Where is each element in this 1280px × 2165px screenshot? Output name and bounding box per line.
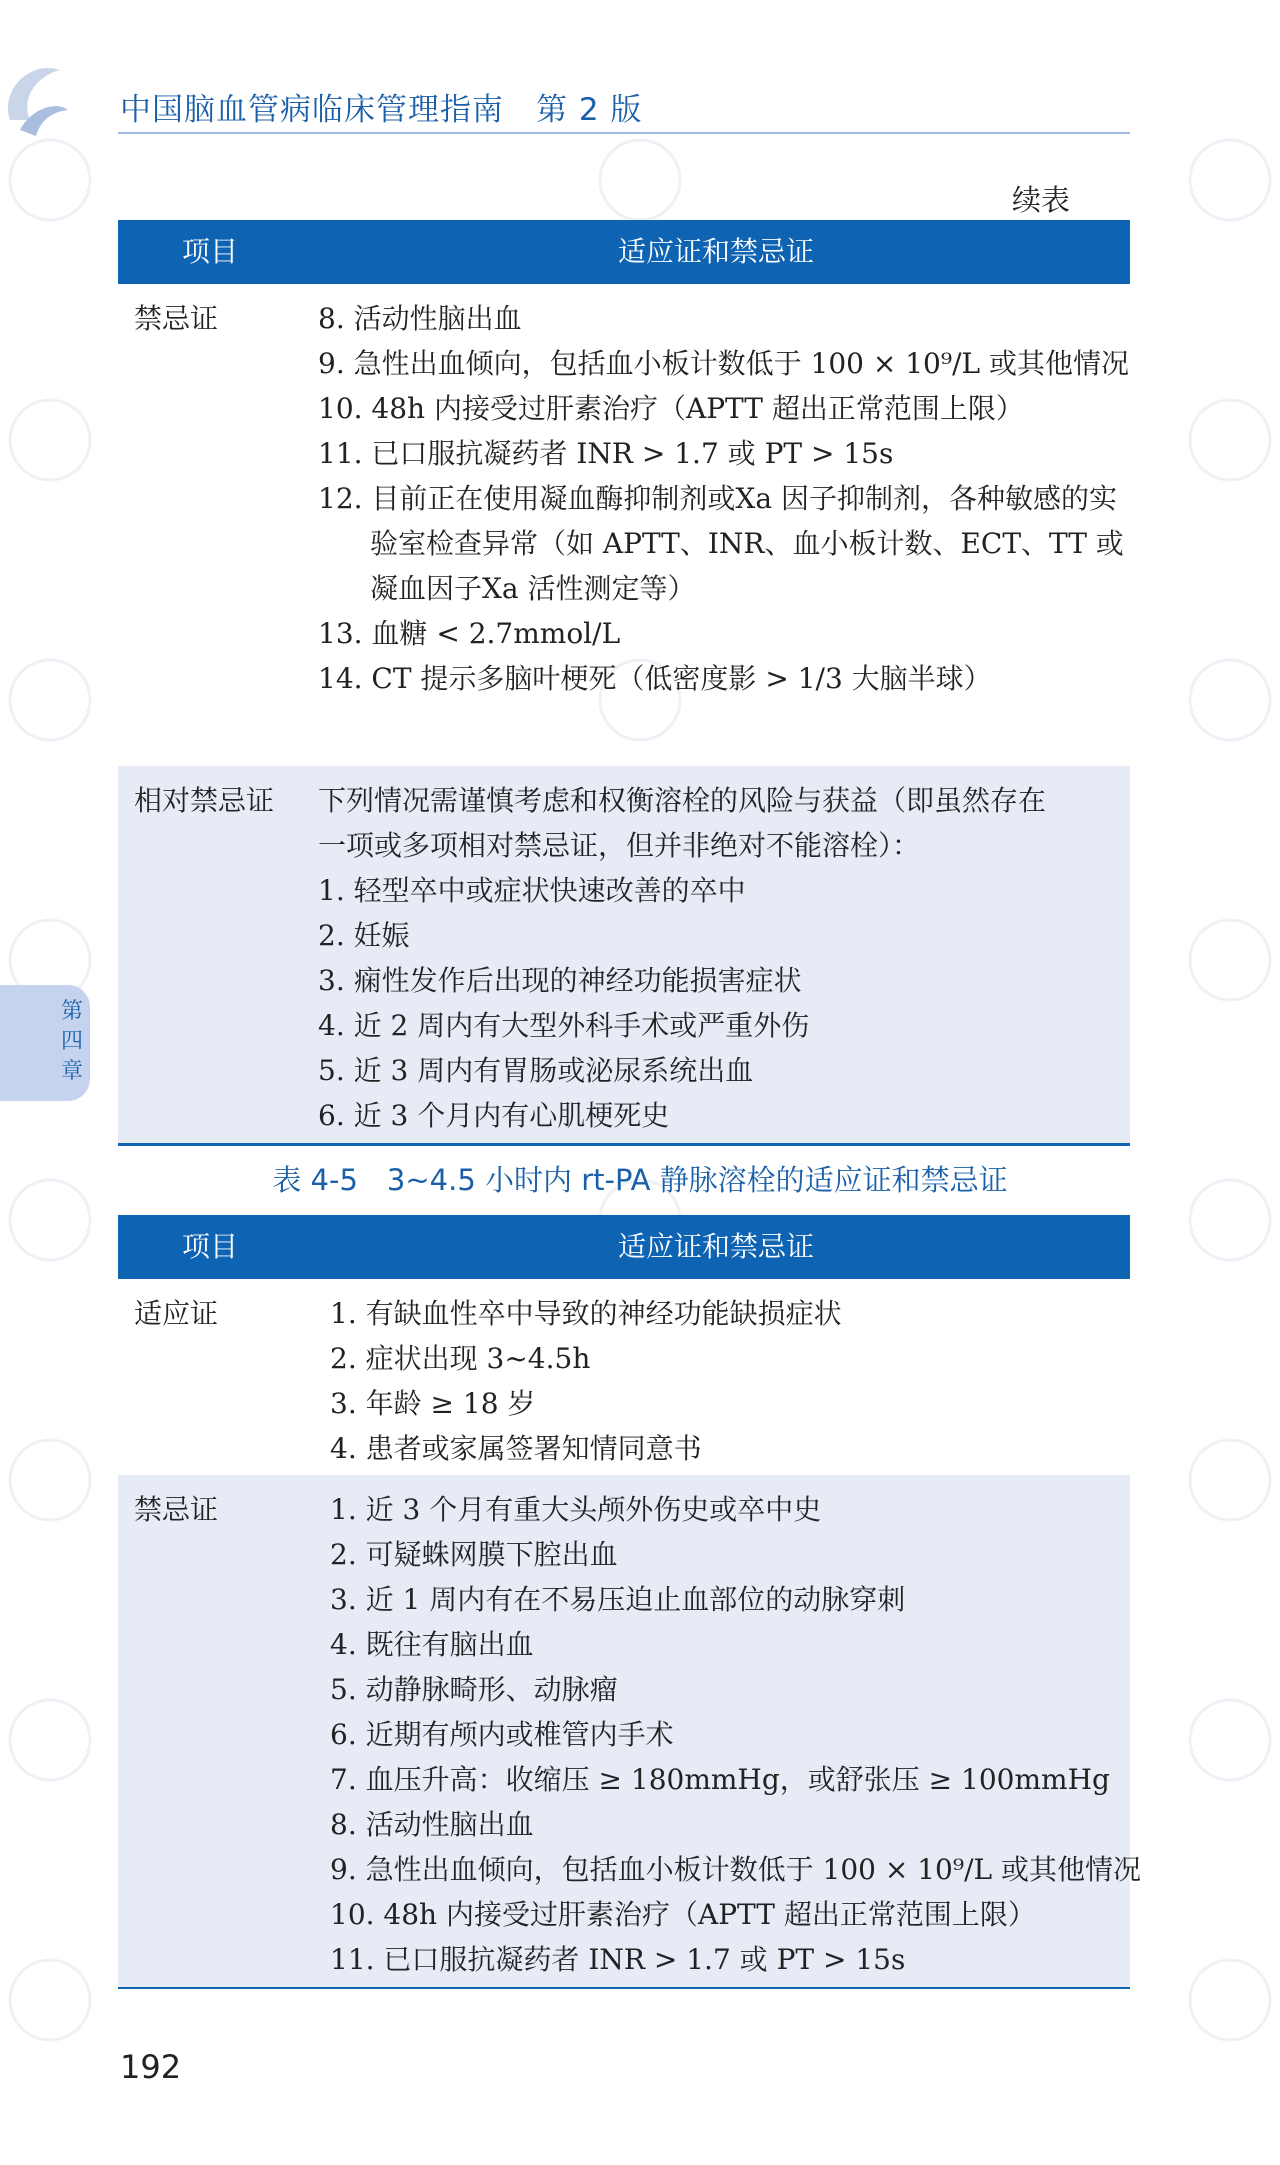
- list-item: 11. 已口服抗凝药者 INR > 1.7 或 PT > 15s: [318, 437, 894, 470]
- list-item: 4. 既往有脑出血: [330, 1628, 534, 1661]
- book-logo-icon: [0, 50, 72, 140]
- section-contraindications: [118, 284, 1130, 766]
- chapter-tab: [0, 985, 90, 1101]
- column-header-item: 项目: [181, 1230, 238, 1263]
- list-item: 5. 近 3 周内有胃肠或泌尿系统出血: [318, 1054, 754, 1087]
- row-label: 禁忌证: [134, 1493, 219, 1526]
- section-relative-contraindications: [118, 766, 1130, 1143]
- column-header-content: 适应证和禁忌证: [617, 1230, 814, 1263]
- list-item: 3. 痫性发作后出现的神经功能损害症状: [318, 964, 802, 997]
- row-label: 相对禁忌证: [134, 784, 275, 817]
- row-label: 适应证: [134, 1297, 219, 1330]
- page-number: 192: [120, 2048, 182, 2086]
- continued-label: 续表: [1012, 183, 1071, 217]
- list-item: 10. 48h 内接受过肝素治疗（APTT 超出正常范围上限）: [330, 1898, 1036, 1931]
- running-header-title: 中国脑血管病临床管理指南 第 2 版: [120, 92, 643, 128]
- table-caption: 表 4-5 3~4.5 小时内 rt-PA 静脉溶栓的适应证和禁忌证: [272, 1163, 1008, 1197]
- list-item: 14. CT 提示多脑叶梗死（低密度影 > 1/3 大脑半球）: [318, 662, 992, 695]
- table-continued: [118, 220, 1130, 1146]
- list-item: 8. 活动性脑出血: [318, 302, 522, 335]
- list-item: 2. 妊娠: [318, 919, 410, 952]
- list-item: 11. 已口服抗凝药者 INR > 1.7 或 PT > 15s: [330, 1943, 906, 1976]
- list-item: 4. 患者或家属签署知情同意书: [330, 1432, 702, 1465]
- list-item: 8. 活动性脑出血: [330, 1808, 534, 1841]
- column-header-content: 适应证和禁忌证: [617, 235, 814, 268]
- list-item: 9. 急性出血倾向，包括血小板计数低于 100 × 10⁹/L 或其他情况: [318, 347, 1130, 380]
- list-item: 1. 轻型卒中或症状快速改善的卒中: [318, 874, 746, 907]
- chapter-char: 章: [60, 1059, 83, 1084]
- list-item: 2. 可疑蛛网膜下腔出血: [330, 1538, 618, 1571]
- chapter-char: 第: [60, 999, 83, 1024]
- table-header: [118, 220, 1130, 284]
- header-divider: [118, 132, 1130, 134]
- list-item: 5. 动静脉畸形、动脉瘤: [330, 1673, 618, 1706]
- list-item: 2. 症状出现 3~4.5h: [330, 1342, 591, 1375]
- table-header: [118, 1215, 1130, 1279]
- intro-text: 下列情况需谨慎考虑和权衡溶栓的风险与获益（即虽然存在: [318, 784, 1047, 817]
- list-item: 1. 有缺血性卒中导致的神经功能缺损症状: [330, 1297, 842, 1330]
- list-item: 9. 急性出血倾向，包括血小板计数低于 100 × 10⁹/L 或其他情况: [330, 1853, 1142, 1886]
- list-item: 12. 目前正在使用凝血酶抑制剂或Ⅹa 因子抑制剂，各种敏感的实验室检查异常（如 APTT、INR、血小板计数、ECT、TT 或凝血因子Ⅹa 活性测定等）: [318, 482, 1124, 605]
- list-item: 6. 近 3 个月内有心肌梗死史: [318, 1099, 670, 1132]
- intro-text: 一项或多项相对禁忌证，但并非绝对不能溶栓）：: [318, 829, 921, 862]
- chapter-char: 四: [60, 1029, 83, 1054]
- column-header-item: 项目: [181, 235, 238, 268]
- list-item: 1. 近 3 个月有重大头颅外伤史或卒中史: [330, 1493, 822, 1526]
- list-item: 6. 近期有颅内或椎管内手术: [330, 1718, 674, 1751]
- section-indications: [118, 1279, 1130, 1475]
- list-item: 3. 年龄 ≥ 18 岁: [330, 1387, 536, 1420]
- list-item: 4. 近 2 周内有大型外科手术或严重外伤: [318, 1009, 810, 1042]
- list-item: 3. 近 1 周内有在不易压迫止血部位的动脉穿刺: [330, 1583, 906, 1616]
- table-4-5: [118, 1215, 1142, 1989]
- section-contraindications-2: [118, 1475, 1142, 1987]
- list-item: 13. 血糖 < 2.7mmol/L: [318, 617, 621, 650]
- row-label: 禁忌证: [134, 302, 219, 335]
- list-item: 7. 血压升高：收缩压 ≥ 180mmHg，或舒张压 ≥ 100mmHg: [330, 1763, 1110, 1796]
- list-item: 10. 48h 内接受过肝素治疗（APTT 超出正常范围上限）: [318, 392, 1024, 425]
